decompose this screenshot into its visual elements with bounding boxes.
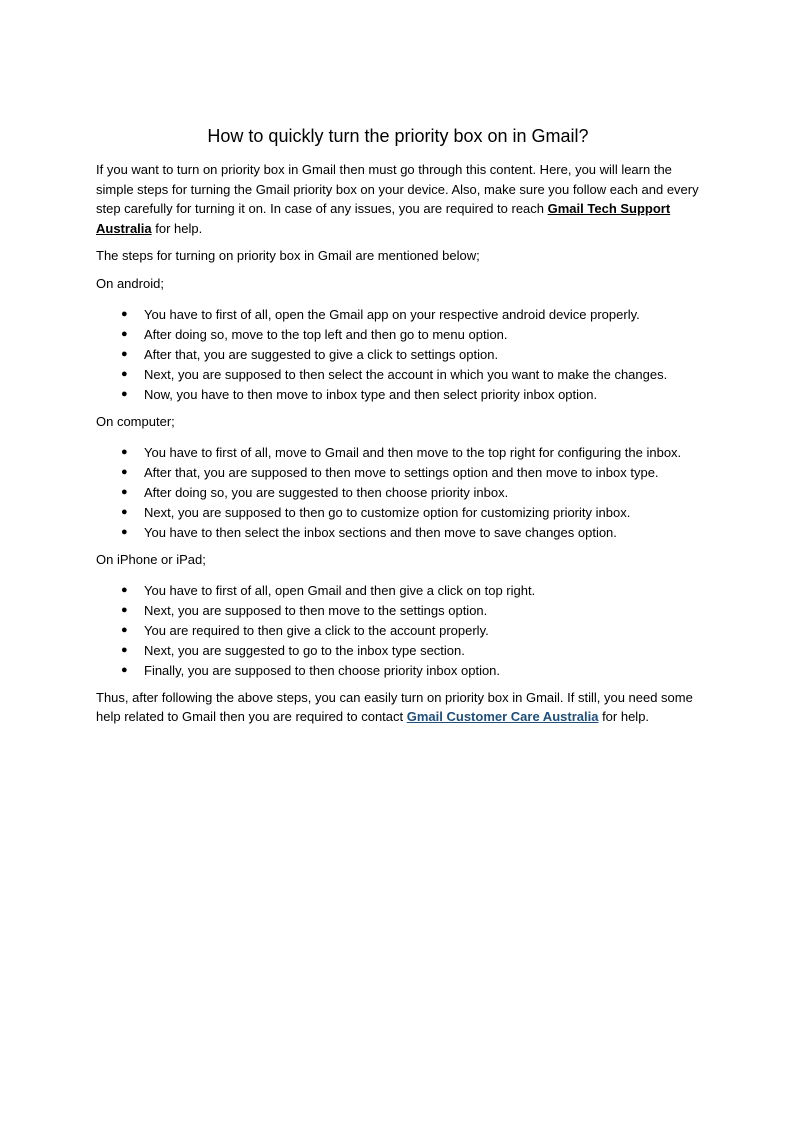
section-heading-computer: On computer; — [96, 413, 175, 429]
list-item — [96, 601, 700, 621]
list-item — [96, 483, 700, 503]
list-item-text: After that, you are supposed to then move to settings option and then move to inbox type. — [144, 465, 659, 480]
list-item — [96, 621, 700, 641]
conclusion-text: Thus, after following the above steps, you can easily turn on priority box in Gmail. If still, you need some help related to Gmail then you are required to contact — [96, 689, 693, 724]
bullet-icon: ● — [121, 328, 128, 340]
bullet-icon: ● — [121, 526, 128, 538]
list-item — [96, 365, 700, 385]
document-title: How to quickly turn the priority box on in Gmail? — [207, 126, 589, 146]
bullet-icon: ● — [121, 644, 128, 656]
list-item — [96, 443, 700, 463]
bullet-icon: ● — [121, 466, 128, 478]
bullet-icon: ● — [121, 446, 128, 458]
list-item-text: You have to first of all, open Gmail and then give a click on top right. — [144, 583, 536, 598]
list-item-text: Next, you are suggested to go to the inbox type section. — [144, 643, 465, 658]
list-item — [96, 325, 700, 345]
list-item-text: You are required to then give a click to the account properly. — [144, 623, 489, 638]
list-item-text: Next, you are supposed to then move to the settings option. — [144, 603, 488, 618]
list-item-text: You have to first of all, open the Gmail app on your respective android device properly. — [144, 307, 640, 322]
bullet-icon: ● — [121, 368, 128, 380]
list-item — [96, 523, 700, 543]
bullet-icon: ● — [121, 308, 128, 320]
intro-text: If you want to turn on priority box in Gmail then must go through this content. Here, you will learn the simple steps for turning the Gmail priority box on your device. Also, make sure you follow each and every step carefully for turning it on. In case of any issues, you are required to reach — [96, 162, 699, 216]
list-item-text: After doing so, move to the top left and then go to menu option. — [144, 327, 508, 342]
list-item — [96, 345, 700, 365]
list-item-text: You have to first of all, move to Gmail and then move to the top right for configuring the inbox. — [144, 445, 682, 460]
bullet-icon: ● — [121, 348, 128, 360]
list-item-text: Finally, you are supposed to then choose priority inbox option. — [144, 663, 501, 678]
steps-intro: The steps for turning on priority box in Gmail are mentioned below; — [96, 248, 480, 263]
iphone-steps-list — [96, 581, 700, 681]
section-heading-android: On android; — [96, 275, 164, 291]
list-item — [96, 661, 700, 681]
intro-paragraph — [96, 160, 700, 238]
list-item — [96, 463, 700, 483]
intro-text-end: for help. — [151, 220, 203, 236]
list-item — [96, 581, 700, 601]
gmail-tech-support-link[interactable]: Gmail Tech Support Australia — [96, 201, 671, 236]
list-item — [96, 305, 700, 325]
list-item — [96, 641, 700, 661]
bullet-icon: ● — [121, 388, 128, 400]
android-steps-list — [96, 305, 700, 405]
list-item — [96, 503, 700, 523]
bullet-icon: ● — [121, 664, 128, 676]
document-body — [96, 124, 700, 735]
list-item-text: Now, you have to then move to inbox type and then select priority inbox option. — [144, 387, 598, 402]
gmail-customer-care-link[interactable]: Gmail Customer Care Australia — [406, 709, 599, 724]
list-item-text: After that, you are suggested to give a click to settings option. — [144, 347, 499, 362]
bullet-icon: ● — [121, 584, 128, 596]
bullet-icon: ● — [121, 486, 128, 498]
computer-steps-list — [96, 443, 700, 543]
list-item-text: After doing so, you are suggested to then choose priority inbox. — [144, 485, 509, 500]
conclusion-text-end: for help. — [598, 709, 650, 724]
list-item-text: Next, you are supposed to then select the account in which you want to make the changes. — [144, 367, 668, 382]
bullet-icon: ● — [121, 624, 128, 636]
bullet-icon: ● — [121, 604, 128, 616]
bullet-icon: ● — [121, 506, 128, 518]
conclusion-paragraph — [96, 688, 700, 727]
list-item-text: Next, you are supposed to then go to customize option for customizing priority inbox. — [144, 505, 631, 520]
list-item-text: You have to then select the inbox sections and then move to save changes option. — [144, 525, 617, 540]
list-item — [96, 385, 700, 405]
section-heading-iphone: On iPhone or iPad; — [96, 551, 206, 567]
